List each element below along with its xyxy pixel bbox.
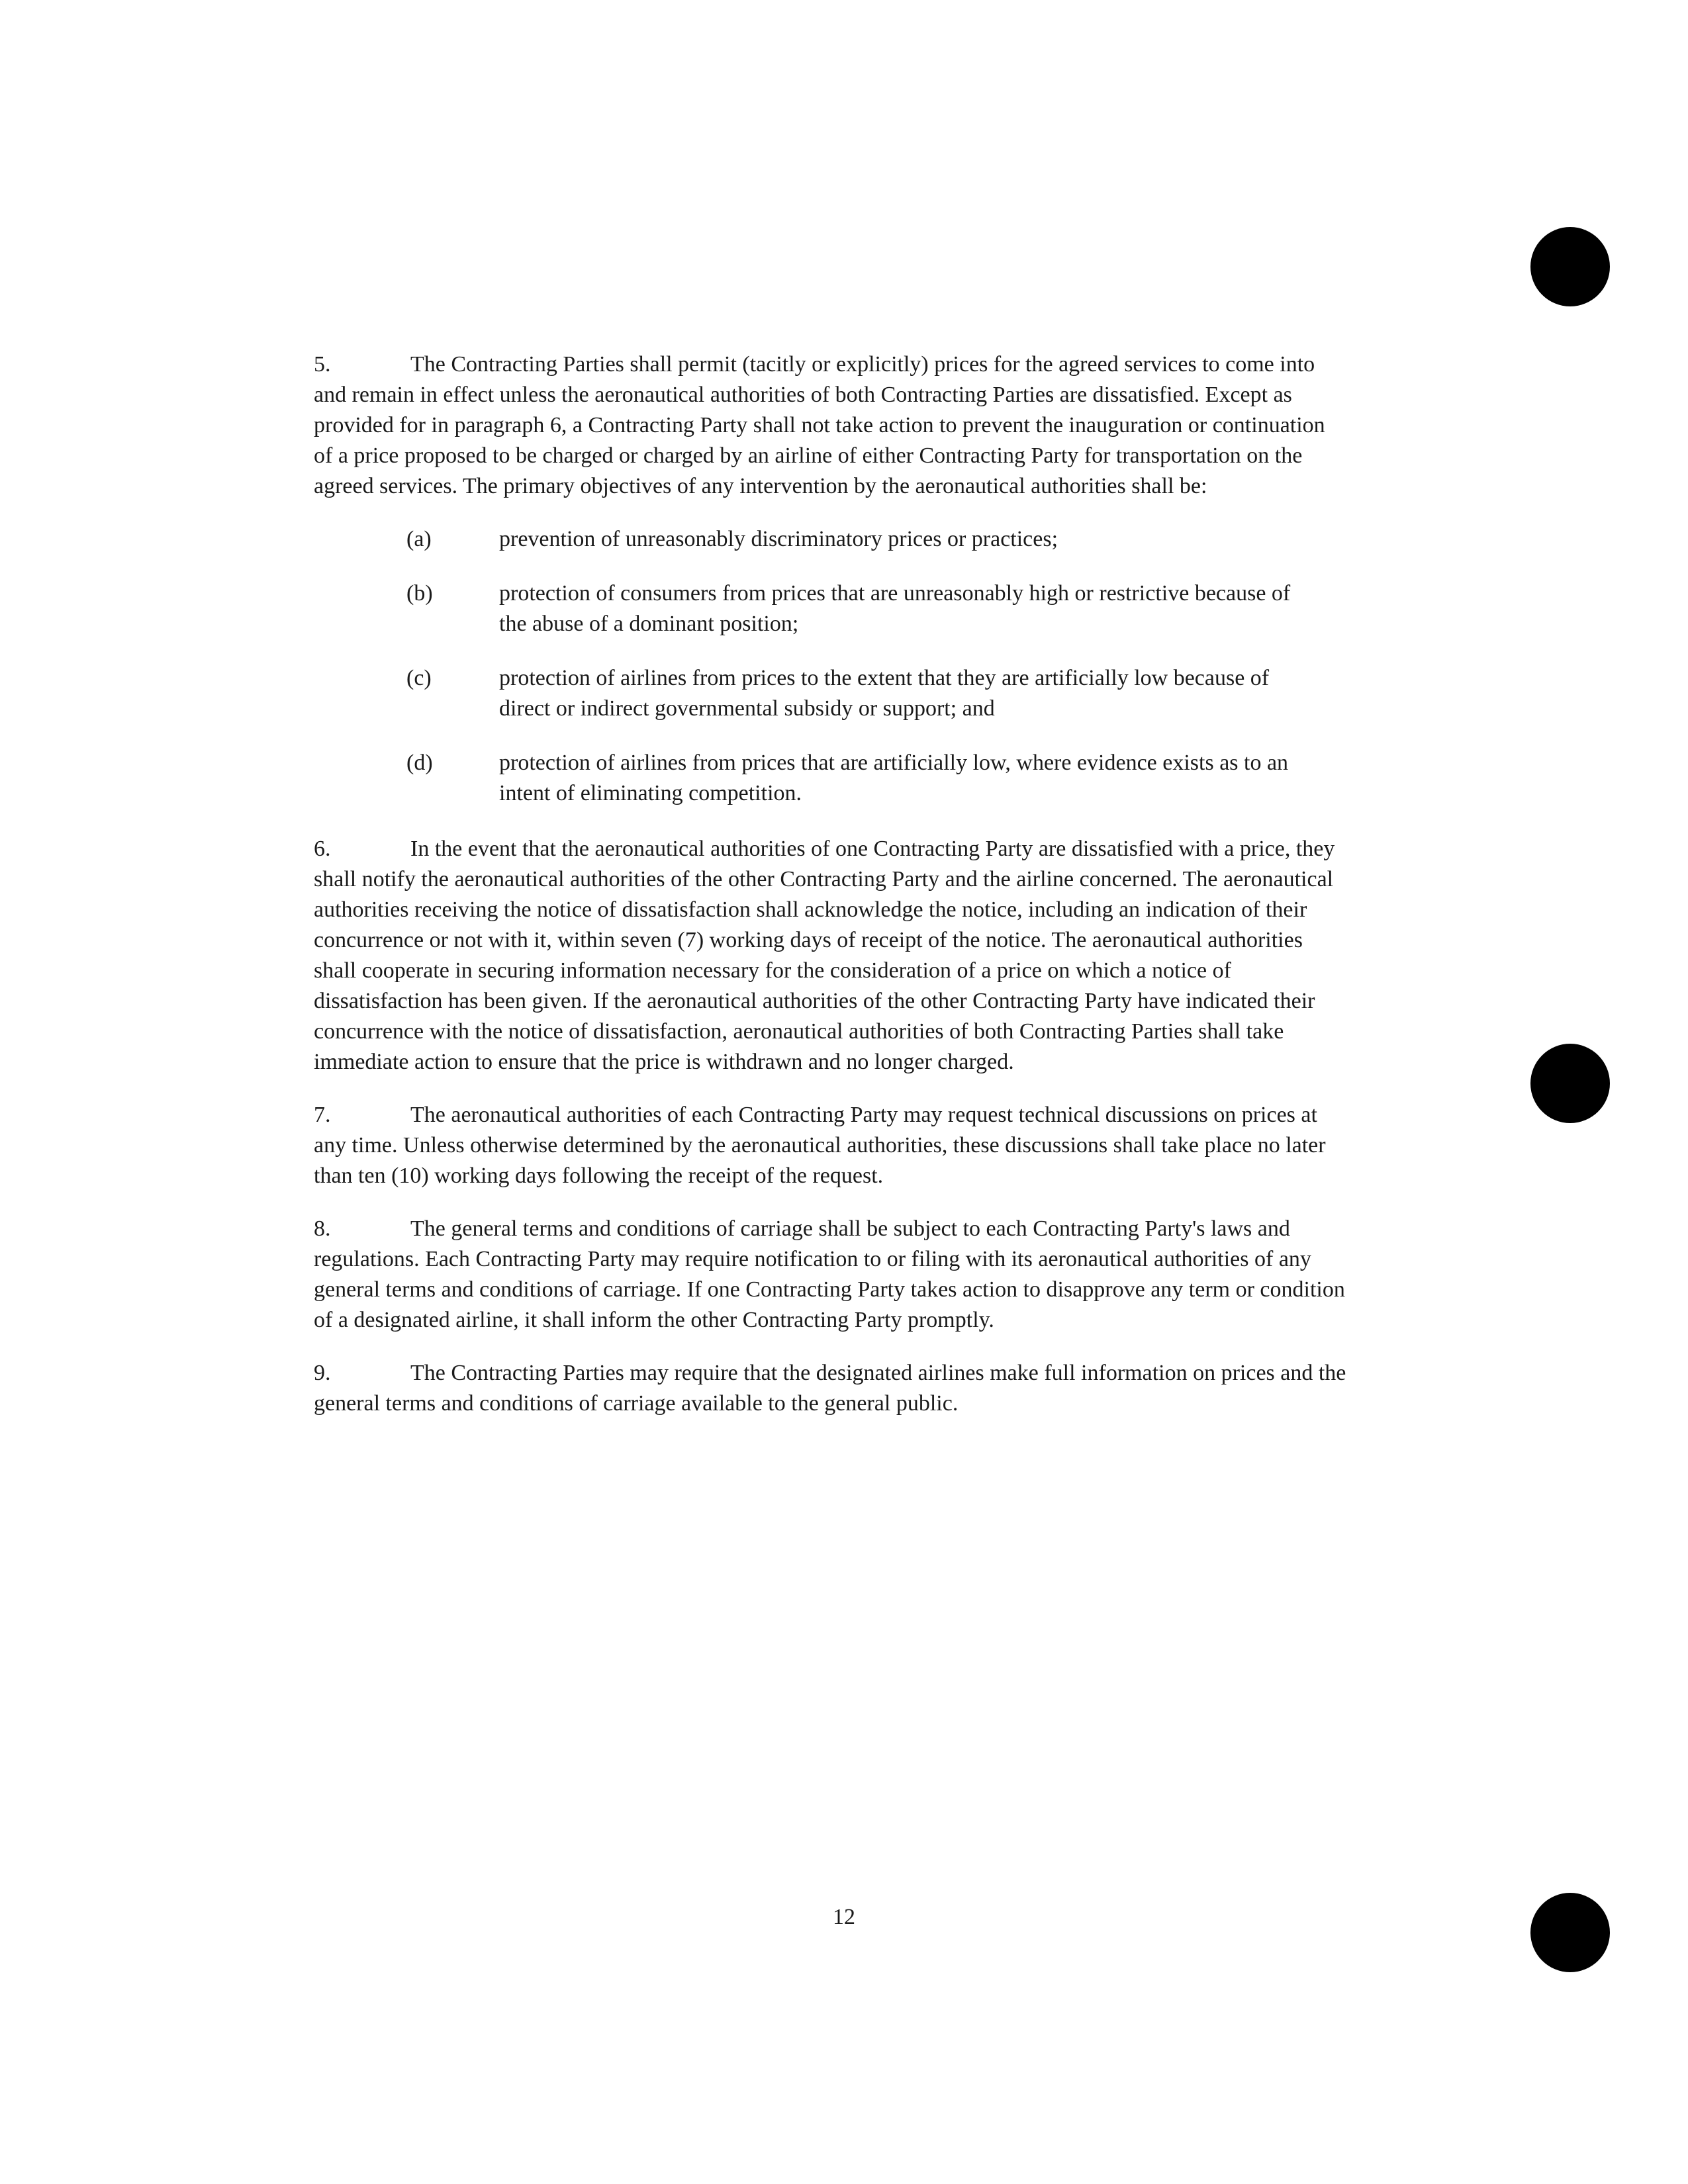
- punch-hole-top: [1530, 227, 1610, 306]
- paragraph-text: The general terms and conditions of carriage shall be subject to each Contracting Party's laws and regulations. Each Contracting Party may require notification to or filing with its aeronautical authorities of any general terms and conditions of carriage. If one Contracting Party takes action to disapprove any term or condition of a designated airline, it shall inform the other Contracting Party promptly.: [314, 1216, 1345, 1332]
- list-item-letter: (c): [406, 666, 432, 690]
- paragraph-5: [314, 349, 1346, 502]
- list-item-letter: (d): [406, 751, 433, 775]
- list-item: [314, 663, 1346, 724]
- objectives-list: [314, 524, 1346, 809]
- paragraph-text: The aeronautical authorities of each Contracting Party may request technical discussions on prices at any time. Unless otherwise determined by the aeronautical authorities, these discussions shall take place no later than ten (10) working days following the receipt of the request.: [314, 1103, 1326, 1188]
- page-number: 12: [833, 1905, 855, 1929]
- paragraph-text: The Contracting Parties may require that the designated airlines make full information on prices and the general terms and conditions of carriage available to the general public.: [314, 1361, 1346, 1416]
- paragraph-number: 6.: [314, 837, 331, 861]
- paragraph-6: [314, 834, 1346, 1077]
- list-item-text: protection of airlines from prices to the extent that they are artificially low because of direct or indirect governmental subsidy or support; and: [499, 666, 1270, 721]
- paragraph-8: [314, 1214, 1346, 1336]
- list-item-text: prevention of unreasonably discriminatory prices or practices;: [499, 527, 1058, 551]
- paragraph-text: The Contracting Parties shall permit (tacitly or explicitly) prices for the agreed services to come into and remain in effect unless the aeronautical authorities of both Contracting Parties are dissatisfied. Except as provided for in paragraph 6, a Contracting Party shall not take action to prevent the inauguration or continuation of a price proposed to be charged or charged by an airline of either Contracting Party for transportation on the agreed services. The primary objectives of any intervention by the aeronautical authorities shall be:: [314, 352, 1325, 498]
- paragraph-9: [314, 1358, 1346, 1419]
- document-body: [314, 349, 1346, 1441]
- paragraph-number: 7.: [314, 1103, 331, 1127]
- list-item: [314, 748, 1346, 809]
- paragraph-number: 9.: [314, 1361, 331, 1385]
- list-item-letter: (a): [406, 527, 432, 551]
- paragraph-number: 8.: [314, 1216, 331, 1241]
- paragraph-text: In the event that the aeronautical authorities of one Contracting Party are dissatisfied with a price, they shall notify the aeronautical authorities of the other Contracting Party and the airline concerned. The aeronautical authorities receiving the notice of dissatisfaction shall acknowledge the notice, including an indication of their concurrence or not with it, within seven (7) working days of receipt of the notice. The aeronautical authorities shall cooperate in securing information necessary for the consideration of a price on which a notice of dissatisfaction has been given. If the aeronautical authorities of the other Contracting Party have indicated their concurrence with the notice of dissatisfaction, aeronautical authorities of both Contracting Parties shall take immediate action to ensure that the price is withdrawn and no longer charged.: [314, 837, 1335, 1074]
- list-item-text: protection of consumers from prices that are unreasonably high or restrictive because of the abuse of a dominant position;: [499, 581, 1291, 636]
- punch-hole-middle: [1530, 1044, 1610, 1123]
- paragraph-7: [314, 1100, 1346, 1191]
- list-item: [314, 524, 1346, 555]
- list-item: [314, 578, 1346, 639]
- paragraph-number: 5.: [314, 352, 331, 377]
- list-item-letter: (b): [406, 581, 433, 606]
- list-item-text: protection of airlines from prices that are artificially low, where evidence exists as to an intent of eliminating competition.: [499, 751, 1289, 805]
